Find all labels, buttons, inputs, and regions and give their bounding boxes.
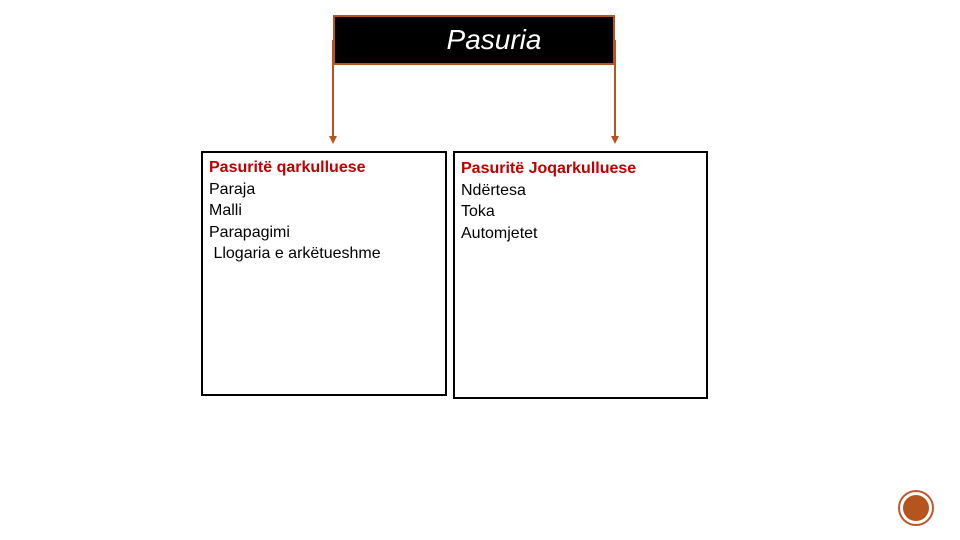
- noncurrent-assets-heading: Pasuritë Joqarkulluese: [461, 160, 637, 177]
- title-label: Pasuria: [446, 24, 542, 55]
- slide-badge-dot: [903, 495, 929, 521]
- noncurrent-assets-item: Toka: [461, 203, 495, 220]
- noncurrent-assets-item: Ndërtesa: [461, 181, 526, 199]
- current-assets-item: Paraja: [209, 180, 256, 198]
- current-assets-item: Llogaria e arkëtueshme: [209, 245, 381, 262]
- title-box: [333, 15, 615, 65]
- current-assets-heading: Pasuritë qarkulluese: [209, 159, 366, 176]
- current-assets-box: [201, 151, 447, 396]
- current-assets-item: Parapagimi: [209, 223, 290, 241]
- slide-number-badge: [898, 490, 934, 526]
- noncurrent-assets-box: [453, 151, 708, 399]
- noncurrent-assets-item: Automjetet: [461, 224, 538, 242]
- current-assets-item: Malli: [209, 202, 242, 219]
